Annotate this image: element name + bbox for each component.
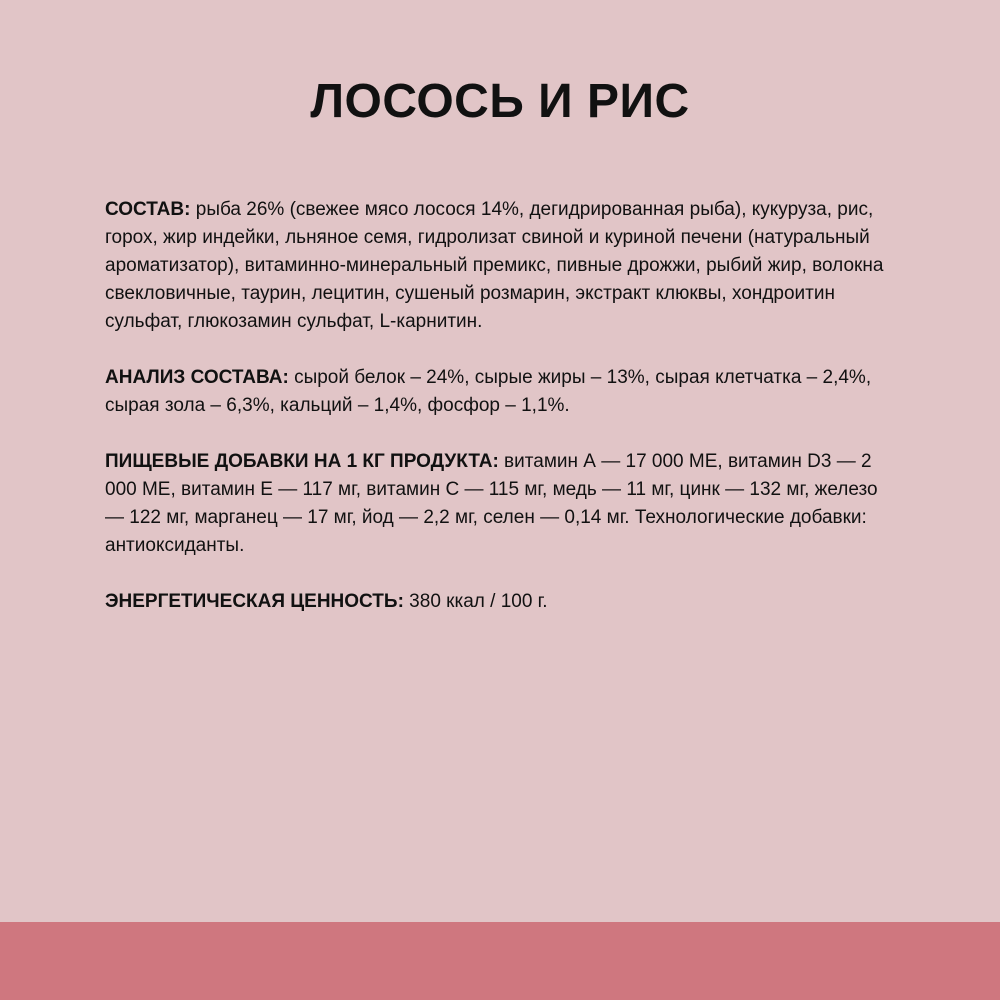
- page-title: ЛОСОСЬ И РИС: [310, 75, 690, 128]
- energy-text: 380 ккал / 100 г.: [403, 591, 548, 612]
- additives-section: [105, 448, 895, 560]
- additives-label: ПИЩЕВЫЕ ДОБАВКИ НА 1 КГ ПРОДУКТА:: [105, 451, 499, 472]
- composition-text-block: [105, 196, 895, 644]
- composition-section: [105, 196, 895, 336]
- energy-label: ЭНЕРГЕТИЧЕСКАЯ ЦЕННОСТЬ:: [105, 591, 404, 612]
- composition-text: рыба 26% (свежее мясо лосося 14%, дегидрированная рыба), кукуруза, рис, горох, жир индейки, льняное семя, гидролизат свиной и куриной печени (натуральный ароматизатор), витаминно-минеральный премикс, пивные дрожжи, рыбий жир, волокна свекловичные, таурин, лецитин, сушеный розмарин, экстракт клюквы, хондроитин сульфат, глюкозамин сульфат, L-карнитин.: [105, 199, 884, 332]
- energy-section: [105, 588, 895, 616]
- additives-text: витамин А — 17 000 МЕ, витамин D3 — 2 000 МЕ, витамин Е — 117 мг, витамин С — 115 мг, медь — 11 мг, цинк — 132 мг, железо — 122 мг, марганец — 17 мг, йод — 2,2 мг, селен — 0,14 мг. Технологические добавки: антиоксиданты.: [105, 451, 878, 556]
- bottom-color-bar: [0, 922, 1000, 1000]
- analysis-label: АНАЛИЗ СОСТАВА:: [105, 367, 289, 388]
- composition-label: СОСТАВ:: [105, 199, 191, 220]
- analysis-section: [105, 364, 895, 420]
- analysis-text: сырой белок – 24%, сырые жиры – 13%, сырая клетчатка – 2,4%, сырая зола – 6,3%, кальций – 1,4%, фосфор – 1,1%.: [105, 367, 872, 416]
